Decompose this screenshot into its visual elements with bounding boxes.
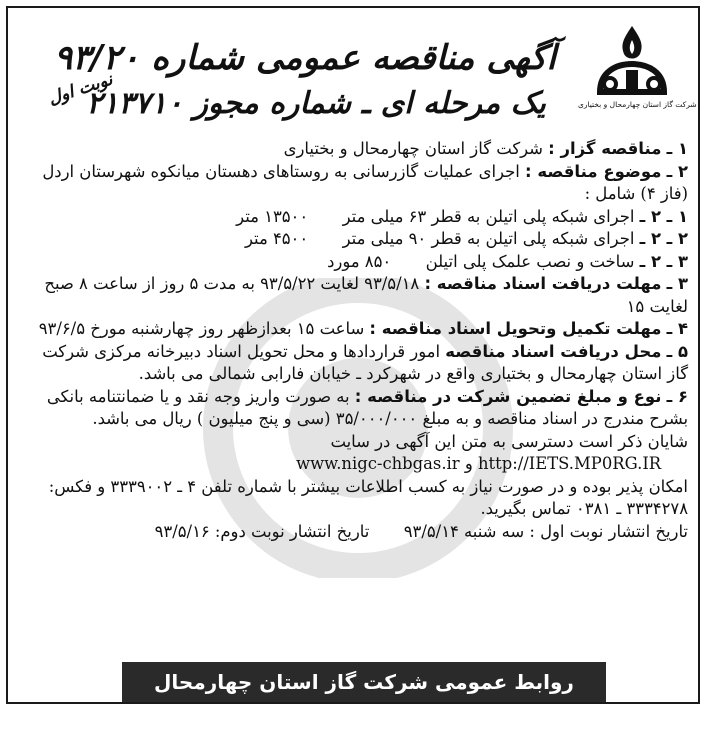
subitem-2-1 xyxy=(28,206,688,229)
item-2-text: اجرای عملیات گازرسانی به روستاهای دهستان میانکوه شهرستان اردل (فاز ۴) شامل : xyxy=(42,161,688,203)
item-5 xyxy=(28,341,688,386)
subitem-2-2 xyxy=(28,228,688,251)
nigc-link[interactable]: www.nigc-chbgas.ir xyxy=(296,454,460,473)
subitem-2-2-quantity: ۴۵۰۰ متر xyxy=(244,229,309,248)
item-1-number: ۱ ـ xyxy=(666,139,688,158)
first-publication-date: تاریخ انتشار نوبت اول : سه شنبه ۹۳/۵/۱۴ xyxy=(403,521,688,541)
item-4-label: مهلت تکمیل وتحویل اسناد مناقصه : xyxy=(369,319,662,338)
item-3-text: ۹۳/۵/۱۸ لغایت ۹۳/۵/۲۲ به مدت ۵ روز از ساعت ۸ صبح لغایت ۱۵ xyxy=(44,274,688,316)
item-3 xyxy=(28,273,688,318)
first-publication-badge: نوبت اول xyxy=(46,69,116,110)
item-1-text: شرکت گاز استان چهارمحال و بختیاری xyxy=(283,139,543,158)
subitem-2-2-number: ۲ ـ ۲ ـ xyxy=(639,229,688,248)
subitem-2-2-text: اجرای شبکه پلی اتیلن به قطر ۹۰ میلی متر xyxy=(342,229,635,248)
announcement-title: آگهی مناقصه عمومی شماره ۹۳/۲۰ xyxy=(53,38,556,78)
contact-note: امکان پذیر بوده و در صورت نیاز به کسب اطلاعات بیشتر با شماره تلفن ۴ ـ ۳۳۳۹۰۰۲ و فکس: ۳۳۳۴۲۷۸ ـ ۰۳۸۱ تماس بگیرید. xyxy=(48,476,688,518)
item-1-label: مناقصه گزار : xyxy=(548,139,662,158)
item-3-number: ۳ ـ xyxy=(666,274,688,293)
item-6-number: ۶ ـ xyxy=(666,386,688,406)
item-4 xyxy=(28,318,688,341)
publication-dates xyxy=(28,521,688,544)
item-6-text: به صورت واریز وجه نقد و یا ضمانتنامه بانکی بشرح مندرج در اسناد مناقصه و به مبلغ ۳۵/۰۰۰/۰۰۰ (سی و پنج میلیون ) ریال می باشد. xyxy=(46,386,688,428)
item-6 xyxy=(28,386,688,431)
item-2-label: موضوع مناقصه : xyxy=(525,161,662,181)
item-3-label: مهلت دریافت اسناد مناقصه : xyxy=(424,274,662,293)
subitem-2-3 xyxy=(28,251,688,274)
item-2-number: ۲ ـ xyxy=(666,161,688,181)
url-joiner: و xyxy=(464,454,473,473)
announcement-frame xyxy=(6,6,700,734)
item-5-label: محل دریافت اسناد مناقصه xyxy=(445,341,662,361)
announcement-subtitle: یک مرحله ای ـ شماره مجوز ۲۱۳۷۱۰ xyxy=(86,86,546,121)
subitem-2-1-number: ۱ ـ ۲ ـ xyxy=(639,206,688,226)
website-links xyxy=(28,453,688,476)
item-4-number: ۴ ـ xyxy=(666,319,688,338)
gas-flame-logo-icon xyxy=(586,22,678,98)
iets-link[interactable]: http://IETS.MP0RG.IR xyxy=(478,454,662,473)
item-4-text: ساعت ۱۵ بعدازظهر روز چهارشنبه مورخ ۹۳/۶/۵ xyxy=(38,319,365,338)
announcement-header xyxy=(16,16,697,128)
public-relations-footer: روابط عمومی شرکت گاز استان چهارمحال وبختیاری xyxy=(122,662,606,702)
announcement-body xyxy=(28,138,688,543)
website-note: شایان ذکر است دسترسی به متن این آگهی در سایت xyxy=(330,431,688,451)
logo-caption: شرکت گاز استان چهارمحال و بختیاری xyxy=(578,100,697,109)
item-5-text: امور قراردادها و محل تحویل اسناد دبیرخانه مرکزی شرکت گاز استان چهارمحال و بختیاری واقع در شهرکرد ـ خیابان فارابی شمالی می باشد. xyxy=(42,341,688,383)
item-2 xyxy=(28,161,688,206)
item-1 xyxy=(28,138,688,161)
subitem-2-1-quantity: ۱۳۵۰۰ متر xyxy=(236,206,309,226)
item-6-label: نوع و مبلغ تضمین شرکت در مناقصه : xyxy=(354,386,662,406)
subitem-2-3-number: ۳ ـ ۲ ـ xyxy=(639,251,688,271)
subitem-2-1-text: اجرای شبکه پلی اتیلن به قطر ۶۳ میلی متر xyxy=(342,206,635,226)
subitem-2-3-quantity: ۸۵۰ مورد xyxy=(327,251,392,271)
company-logo xyxy=(578,22,697,122)
subitem-2-3-text: ساخت و نصب علمک پلی اتیلن xyxy=(425,251,635,271)
item-5-number: ۵ ـ xyxy=(666,341,688,361)
second-publication-date: تاریخ انتشار نوبت دوم: ۹۳/۵/۱۶ xyxy=(154,521,370,541)
